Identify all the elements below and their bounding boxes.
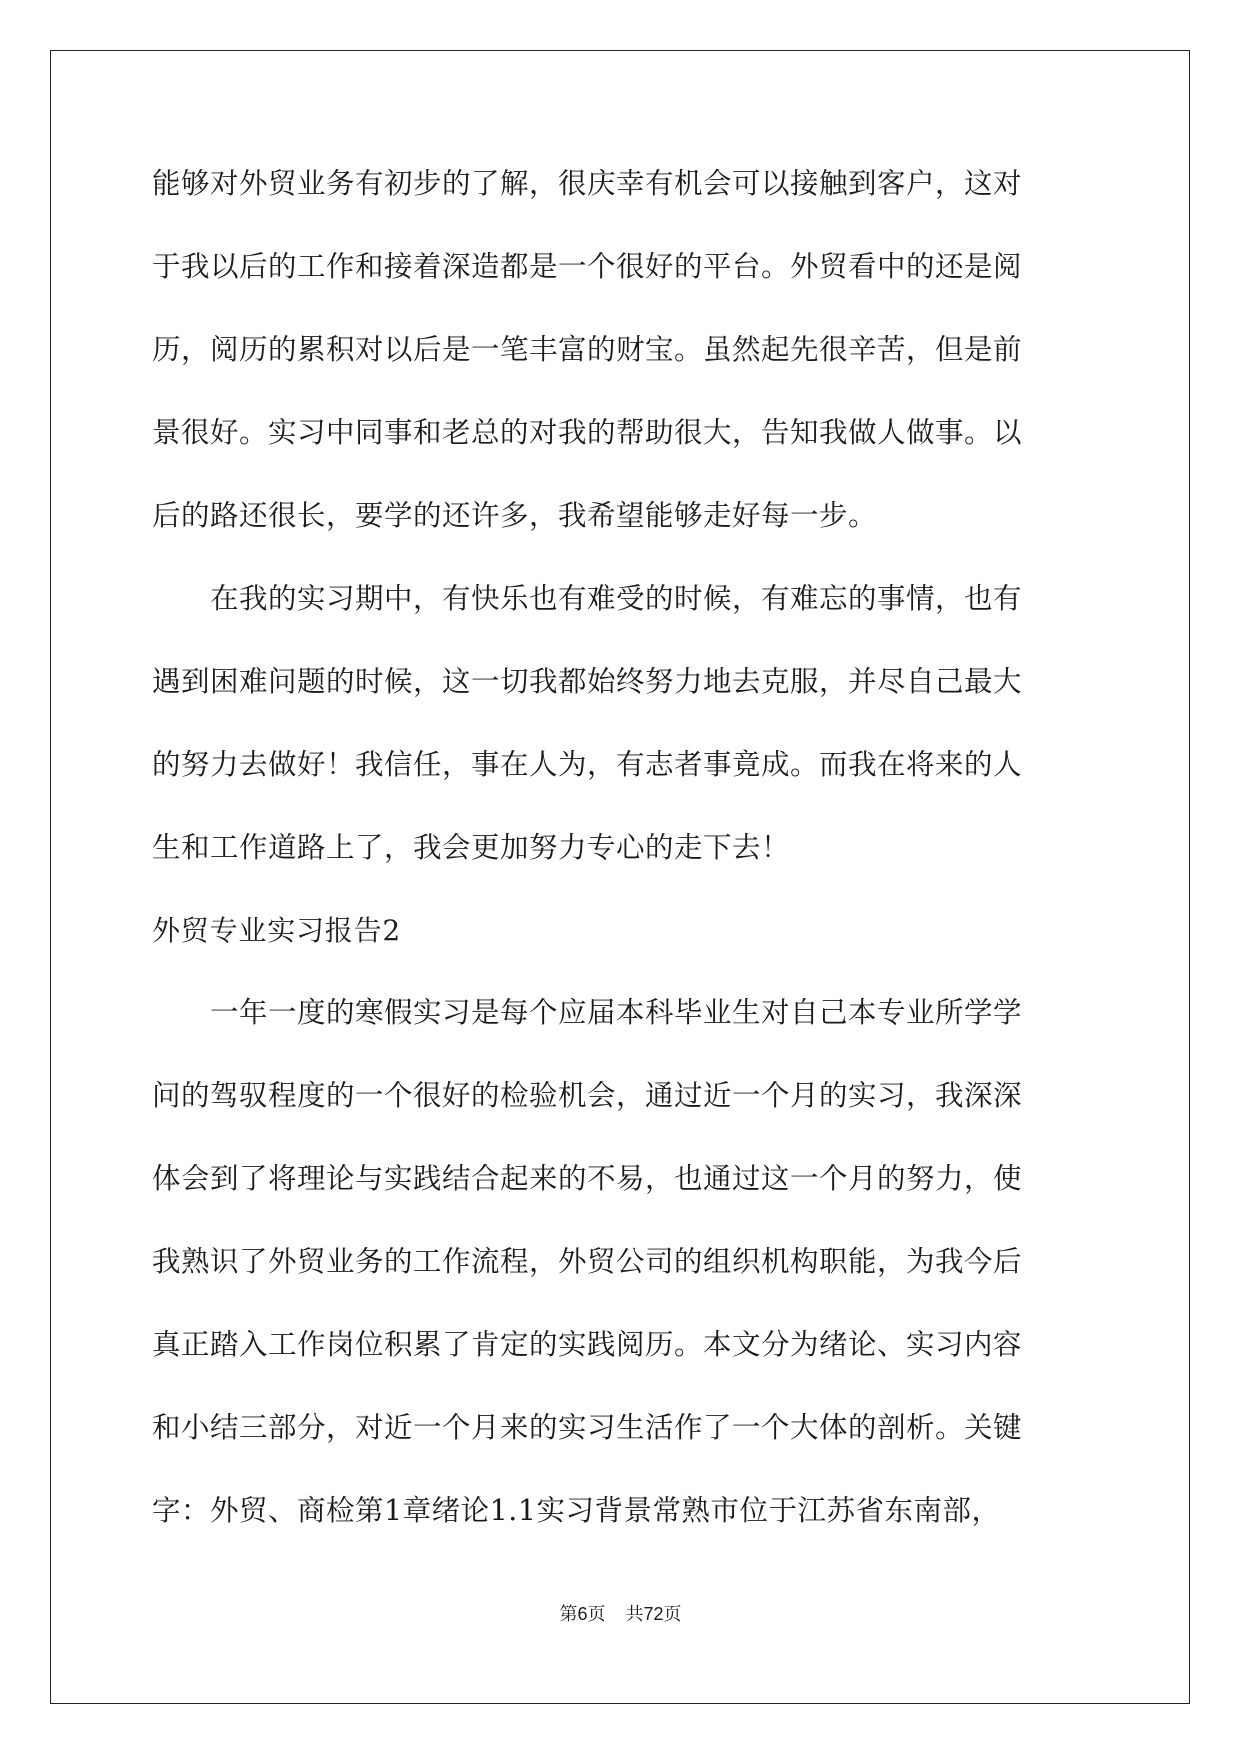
paragraph-line: 遇到困难问题的时候，这一切我都始终努力地去克服，并尽自己最大 — [152, 665, 1023, 698]
paragraph-line: 生和工作道路上了，我会更加努力专心的走下去！ — [152, 831, 791, 864]
paragraph-line: 历，阅历的累积对以后是一笔丰富的财宝。虽然起先很辛苦，但是前 — [152, 333, 1023, 366]
total-prefix: 共 — [625, 1604, 644, 1625]
paragraph-line: 体会到了将理论与实践结合起来的不易，也通过这一个月的努力，使 — [152, 1162, 1023, 1195]
paragraph-line: 在我的实习期中，有快乐也有难受的时候，有难忘的事情，也有 — [152, 582, 1023, 615]
page-suffix: 页 — [587, 1604, 606, 1625]
paragraph-line: 于我以后的工作和接着深造都是一个很好的平台。外贸看中的还是阅 — [152, 250, 1023, 283]
total-suffix: 页 — [663, 1604, 682, 1625]
section-heading: 外贸专业实习报告2 — [152, 914, 402, 947]
page-footer — [0, 1600, 1241, 1626]
page-total: 72 — [643, 1604, 664, 1624]
paragraph-line: 字：外贸、商检第1章绪论1.1实习背景常熟市位于江苏省东南部， — [152, 1494, 1001, 1527]
page-prefix: 第 — [559, 1604, 578, 1625]
paragraph-line: 真正踏入工作岗位积累了肯定的实践阅历。本文分为绪论、实习内容 — [152, 1328, 1023, 1361]
page-current: 6 — [577, 1604, 588, 1624]
paragraph-line: 问的驾驭程度的一个很好的检验机会，通过近一个月的实习，我深深 — [152, 1079, 1023, 1112]
paragraph-line: 景很好。实习中同事和老总的对我的帮助很大，告知我做人做事。以 — [152, 416, 1023, 449]
paragraph-line: 和小结三部分，对近一个月来的实习生活作了一个大体的剖析。关键 — [152, 1411, 1023, 1444]
paragraph-line: 能够对外贸业务有初步的了解，很庆幸有机会可以接触到客户，这对 — [152, 167, 1023, 200]
paragraph-line: 我熟识了外贸业务的工作流程，外贸公司的组织机构职能，为我今后 — [152, 1245, 1023, 1278]
paragraph-line: 的努力去做好！我信任，事在人为，有志者事竟成。而我在将来的人 — [152, 748, 1023, 781]
paragraph-line: 一年一度的寒假实习是每个应届本科毕业生对自己本专业所学学 — [152, 996, 1023, 1029]
paragraph-line: 后的路还很长，要学的还许多，我希望能够走好每一步。 — [152, 499, 878, 532]
document-body — [152, 164, 1092, 1574]
